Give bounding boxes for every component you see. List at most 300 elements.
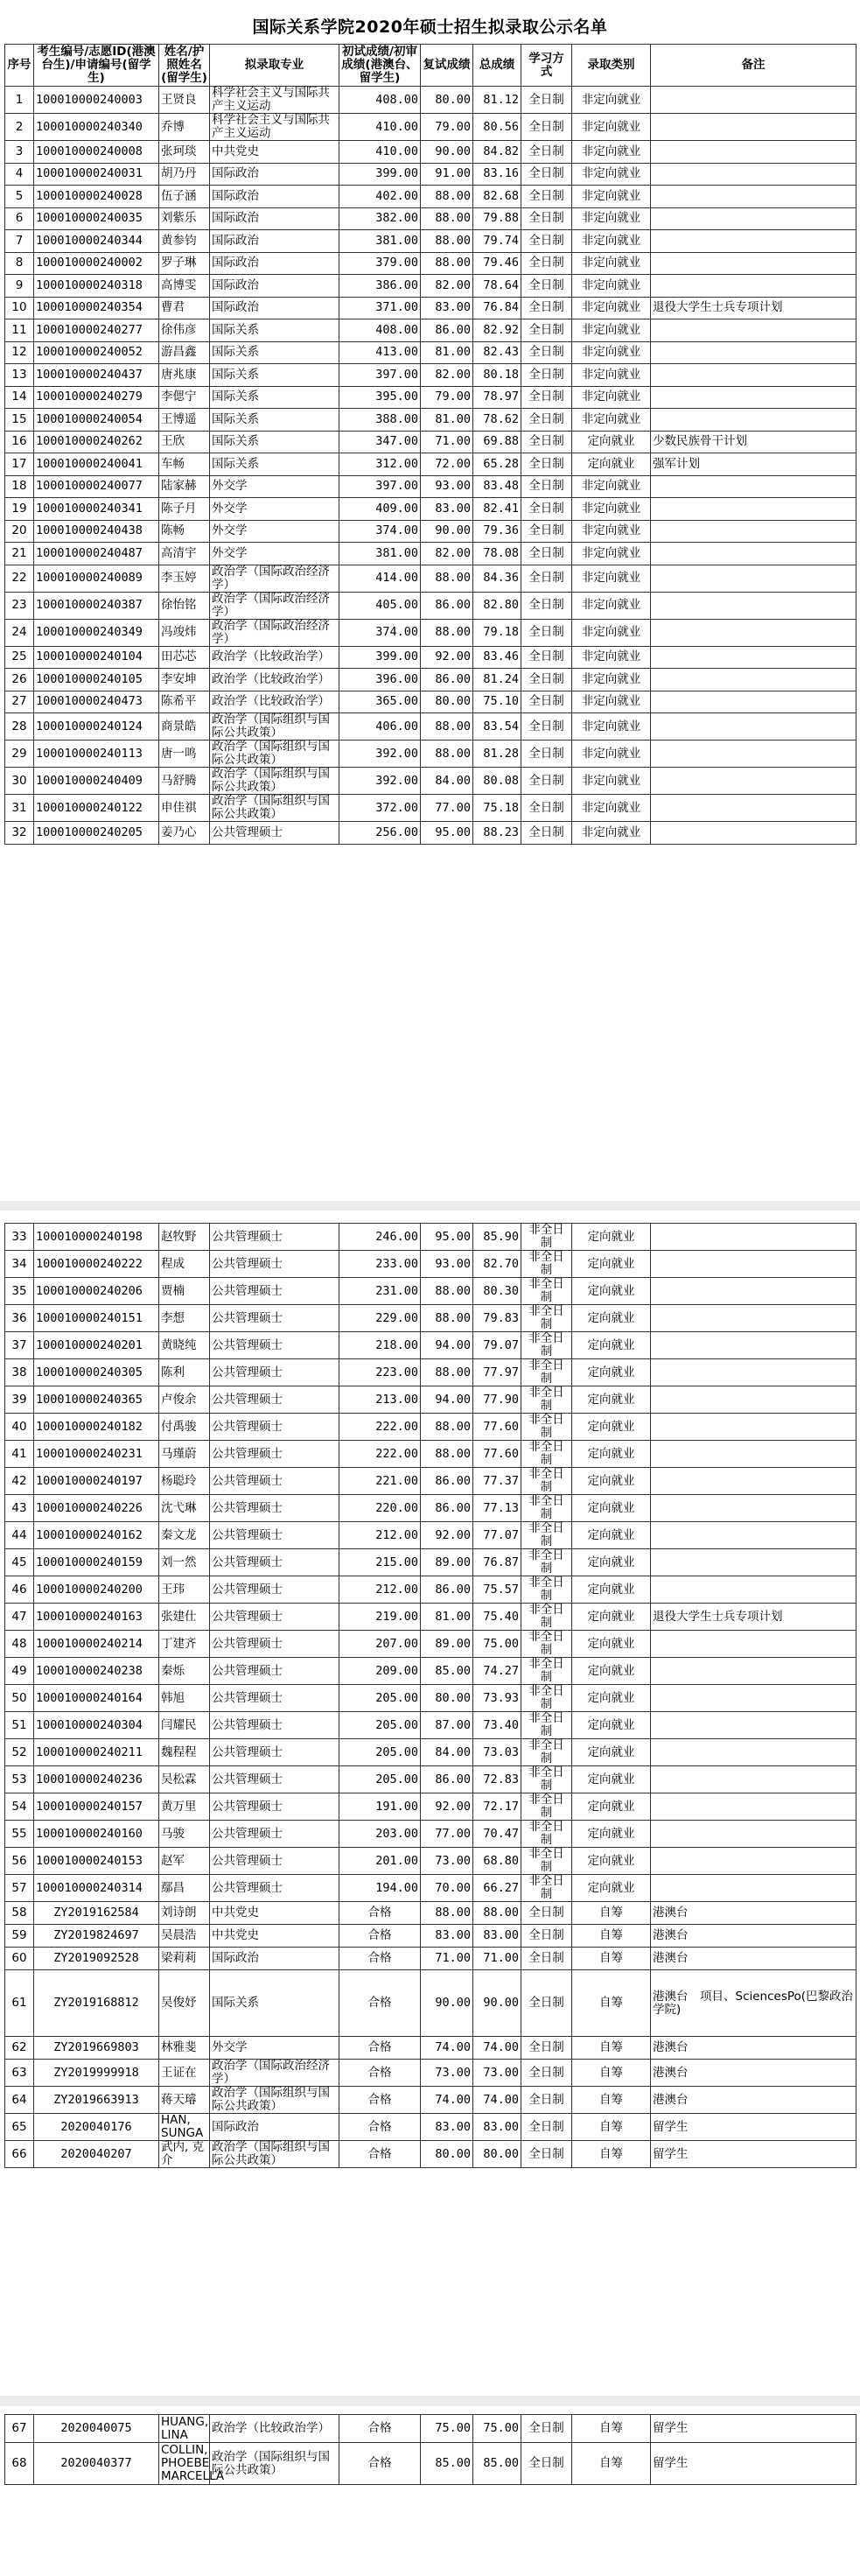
cell-major: 政治学（比较政治学）: [210, 691, 339, 713]
cell-retest-score: 87.00: [421, 1712, 473, 1739]
cell-study-mode: 全日制: [521, 2037, 572, 2060]
cell-initial-score: 205.00: [339, 1712, 421, 1739]
table-row: [5, 1604, 857, 1631]
cell-total-score: 74.00: [473, 2087, 521, 2114]
cell-seq: 8: [5, 252, 34, 275]
cell-name: 蒋天璿: [159, 2087, 210, 2114]
cell-seq: 51: [5, 1712, 34, 1739]
cell-major: 国际政治: [210, 230, 339, 253]
cell-name: 李想: [159, 1305, 210, 1332]
cell-candidate-id: 100010000240222: [34, 1251, 159, 1278]
cell-remark: [651, 1332, 857, 1359]
cell-name: 马舒腾: [159, 768, 210, 795]
cell-initial-score: 347.00: [339, 431, 421, 453]
cell-seq: 40: [5, 1414, 34, 1441]
cell-candidate-id: 100010000240205: [34, 822, 159, 845]
cell-retest-score: 86.00: [421, 319, 473, 342]
table-row: [5, 795, 857, 822]
cell-initial-score: 229.00: [339, 1305, 421, 1332]
header-seq: 序号: [5, 45, 34, 87]
cell-retest-score: 86.00: [421, 1766, 473, 1793]
table-row: [5, 431, 857, 453]
cell-candidate-id: 100010000240197: [34, 1468, 159, 1495]
cell-retest-score: 83.00: [421, 297, 473, 319]
cell-total-score: 66.27: [473, 1875, 521, 1902]
cell-initial-score: 191.00: [339, 1793, 421, 1821]
cell-major: 公共管理硕士: [210, 1739, 339, 1766]
cell-major: 公共管理硕士: [210, 1685, 339, 1712]
table-row: [5, 1739, 857, 1766]
table-row: [5, 1278, 857, 1305]
cell-study-mode: 非全日制: [521, 1631, 572, 1658]
cell-initial-score: 222.00: [339, 1414, 421, 1441]
cell-seq: 68: [5, 2443, 34, 2485]
cell-initial-score: 392.00: [339, 741, 421, 768]
cell-major: 国际政治: [210, 163, 339, 186]
cell-initial-score: 408.00: [339, 87, 421, 114]
cell-total-score: 82.43: [473, 341, 521, 364]
cell-initial-score: 386.00: [339, 275, 421, 298]
cell-name: 陈畅: [159, 520, 210, 543]
cell-initial-score: 371.00: [339, 297, 421, 319]
cell-total-score: 75.40: [473, 1604, 521, 1631]
table-row: [5, 1685, 857, 1712]
cell-total-score: 88.00: [473, 1902, 521, 1925]
cell-total-score: 70.47: [473, 1821, 521, 1848]
cell-seq: 22: [5, 565, 34, 592]
cell-seq: 24: [5, 619, 34, 646]
cell-major: 政治学（国际组织与国际公共政策）: [210, 795, 339, 822]
table-row: [5, 1766, 857, 1793]
cell-remark: [651, 543, 857, 565]
cell-candidate-id: 100010000240160: [34, 1821, 159, 1848]
cell-major: 国际关系: [210, 341, 339, 364]
cell-admission-type: 非定向就业: [572, 619, 651, 646]
cell-initial-score: 合格: [339, 2443, 421, 2485]
cell-total-score: 83.46: [473, 646, 521, 669]
cell-name: 唐兆康: [159, 364, 210, 387]
cell-major: 国际政治: [210, 297, 339, 319]
cell-candidate-id: 100010000240236: [34, 1766, 159, 1793]
cell-total-score: 79.74: [473, 230, 521, 253]
cell-study-mode: 全日制: [521, 431, 572, 453]
cell-retest-score: 84.00: [421, 768, 473, 795]
cell-study-mode: 全日制: [521, 565, 572, 592]
cell-total-score: 69.88: [473, 431, 521, 453]
cell-remark: [651, 741, 857, 768]
cell-name: 陆家赫: [159, 475, 210, 498]
cell-major: 公共管理硕士: [210, 822, 339, 845]
cell-total-score: 85.90: [473, 1224, 521, 1251]
cell-name: 游昌鑫: [159, 341, 210, 364]
cell-remark: 港澳台: [651, 1902, 857, 1925]
cell-candidate-id: 100010000240354: [34, 297, 159, 319]
table-row: [5, 1251, 857, 1278]
cell-total-score: 77.60: [473, 1414, 521, 1441]
cell-total-score: 74.00: [473, 2037, 521, 2060]
cell-initial-score: 223.00: [339, 1359, 421, 1386]
cell-remark: [651, 691, 857, 713]
cell-total-score: 71.00: [473, 1948, 521, 1970]
admission-table-part-2: [4, 1223, 857, 2168]
cell-remark: [651, 1631, 857, 1658]
cell-study-mode: 非全日制: [521, 1522, 572, 1549]
cell-total-score: 80.18: [473, 364, 521, 387]
cell-admission-type: 定向就业: [572, 1495, 651, 1522]
cell-initial-score: 合格: [339, 1948, 421, 1970]
cell-remark: [651, 1305, 857, 1332]
cell-seq: 15: [5, 409, 34, 432]
cell-major: 公共管理硕士: [210, 1631, 339, 1658]
cell-name: 曹君: [159, 297, 210, 319]
cell-initial-score: 合格: [339, 1902, 421, 1925]
cell-total-score: 73.40: [473, 1712, 521, 1739]
table-row: [5, 1631, 857, 1658]
cell-remark: [651, 669, 857, 691]
cell-study-mode: 全日制: [521, 275, 572, 298]
cell-retest-score: 92.00: [421, 1793, 473, 1821]
cell-study-mode: 全日制: [521, 475, 572, 498]
cell-remark: [651, 1576, 857, 1604]
cell-admission-type: 定向就业: [572, 1224, 651, 1251]
cell-candidate-id: 100010000240211: [34, 1739, 159, 1766]
cell-initial-score: 372.00: [339, 795, 421, 822]
table-row: [5, 87, 857, 114]
cell-name: 徐伟彦: [159, 319, 210, 342]
cell-remark: [651, 1522, 857, 1549]
cell-study-mode: 全日制: [521, 1948, 572, 1970]
cell-admission-type: 定向就业: [572, 1549, 651, 1576]
cell-remark: [651, 1793, 857, 1821]
cell-retest-score: 72.00: [421, 453, 473, 476]
cell-study-mode: 全日制: [521, 252, 572, 275]
cell-total-score: 80.08: [473, 768, 521, 795]
cell-study-mode: 全日制: [521, 364, 572, 387]
cell-major: 外交学: [210, 475, 339, 498]
cell-retest-score: 79.00: [421, 386, 473, 409]
cell-retest-score: 80.00: [421, 691, 473, 713]
cell-seq: 57: [5, 1875, 34, 1902]
cell-seq: 39: [5, 1386, 34, 1414]
cell-admission-type: 定向就业: [572, 1793, 651, 1821]
cell-initial-score: 396.00: [339, 669, 421, 691]
cell-total-score: 74.27: [473, 1658, 521, 1685]
cell-remark: [651, 646, 857, 669]
admission-table-part-3: [4, 2414, 857, 2485]
cell-name: 罗子琳: [159, 252, 210, 275]
cell-retest-score: 81.00: [421, 409, 473, 432]
cell-admission-type: 非定向就业: [572, 646, 651, 669]
cell-retest-score: 88.00: [421, 230, 473, 253]
cell-remark: [651, 1468, 857, 1495]
table-row: [5, 2415, 857, 2443]
cell-candidate-id: 100010000240162: [34, 1522, 159, 1549]
cell-name: 陈希平: [159, 691, 210, 713]
cell-major: 政治学（国际政治经济学）: [210, 2060, 339, 2087]
cell-major: 国际关系: [210, 409, 339, 432]
cell-admission-type: 定向就业: [572, 1631, 651, 1658]
cell-name: 陈利: [159, 1359, 210, 1386]
cell-remark: 少数民族骨干计划: [651, 431, 857, 453]
cell-initial-score: 222.00: [339, 1441, 421, 1468]
cell-candidate-id: ZY2019824697: [34, 1925, 159, 1948]
cell-study-mode: 全日制: [521, 1902, 572, 1925]
cell-candidate-id: 100010000240104: [34, 646, 159, 669]
cell-major: 国际政治: [210, 207, 339, 230]
cell-initial-score: 205.00: [339, 1685, 421, 1712]
cell-name: 李玉婷: [159, 565, 210, 592]
cell-name: 林雅斐: [159, 2037, 210, 2060]
cell-remark: [651, 619, 857, 646]
cell-total-score: 65.28: [473, 453, 521, 476]
cell-total-score: 85.00: [473, 2443, 521, 2485]
cell-study-mode: 全日制: [521, 822, 572, 845]
table-row: [5, 453, 857, 476]
cell-candidate-id: 100010000240349: [34, 619, 159, 646]
table-row: [5, 691, 857, 713]
cell-seq: 47: [5, 1604, 34, 1631]
cell-remark: [651, 1875, 857, 1902]
cell-name: 丁建齐: [159, 1631, 210, 1658]
cell-seq: 9: [5, 275, 34, 298]
cell-name: 胡乃丹: [159, 163, 210, 186]
cell-admission-type: 非定向就业: [572, 768, 651, 795]
cell-seq: 21: [5, 543, 34, 565]
cell-seq: 7: [5, 230, 34, 253]
cell-admission-type: 定向就业: [572, 431, 651, 453]
cell-retest-score: 88.00: [421, 1359, 473, 1386]
cell-initial-score: 215.00: [339, 1549, 421, 1576]
cell-initial-score: 合格: [339, 1925, 421, 1948]
header-total-score: 总成绩: [473, 45, 521, 87]
cell-total-score: 76.87: [473, 1549, 521, 1576]
cell-admission-type: 非定向就业: [572, 275, 651, 298]
cell-seq: 35: [5, 1278, 34, 1305]
cell-retest-score: 80.00: [421, 1685, 473, 1712]
cell-remark: [651, 364, 857, 387]
cell-major: 公共管理硕士: [210, 1441, 339, 1468]
table-row: [5, 475, 857, 498]
cell-admission-type: 非定向就业: [572, 669, 651, 691]
cell-initial-score: 399.00: [339, 163, 421, 186]
cell-name: 刘一然: [159, 1549, 210, 1576]
cell-remark: [651, 341, 857, 364]
cell-study-mode: 全日制: [521, 163, 572, 186]
cell-major: 外交学: [210, 2037, 339, 2060]
cell-total-score: 82.41: [473, 498, 521, 521]
cell-study-mode: 全日制: [521, 186, 572, 208]
cell-major: 中共党史: [210, 1925, 339, 1948]
cell-major: 中共党史: [210, 1902, 339, 1925]
cell-remark: [651, 409, 857, 432]
cell-seq: 13: [5, 364, 34, 387]
cell-initial-score: 212.00: [339, 1576, 421, 1604]
cell-candidate-id: 2020040377: [34, 2443, 159, 2485]
cell-admission-type: 自筹: [572, 2060, 651, 2087]
cell-name: 杨聪玲: [159, 1468, 210, 1495]
cell-major: 公共管理硕士: [210, 1468, 339, 1495]
cell-seq: 66: [5, 2141, 34, 2168]
cell-retest-score: 94.00: [421, 1386, 473, 1414]
cell-name: 马瑾蔚: [159, 1441, 210, 1468]
cell-name: 卢俊余: [159, 1386, 210, 1414]
cell-initial-score: 256.00: [339, 822, 421, 845]
cell-initial-score: 209.00: [339, 1658, 421, 1685]
cell-candidate-id: 100010000240226: [34, 1495, 159, 1522]
cell-major: 外交学: [210, 543, 339, 565]
cell-seq: 56: [5, 1848, 34, 1875]
cell-name: 李安坤: [159, 669, 210, 691]
cell-candidate-id: 100010000240231: [34, 1441, 159, 1468]
cell-admission-type: 非定向就业: [572, 319, 651, 342]
cell-major: 公共管理硕士: [210, 1414, 339, 1441]
cell-total-score: 73.93: [473, 1685, 521, 1712]
cell-name: 田芯芯: [159, 646, 210, 669]
cell-initial-score: 413.00: [339, 341, 421, 364]
cell-admission-type: 非定向就业: [572, 341, 651, 364]
cell-study-mode: 全日制: [521, 297, 572, 319]
cell-seq: 17: [5, 453, 34, 476]
table-row: [5, 1793, 857, 1821]
table-row: [5, 186, 857, 208]
cell-admission-type: 定向就业: [572, 1658, 651, 1685]
cell-candidate-id: ZY2019168812: [34, 1970, 159, 2037]
cell-retest-score: 85.00: [421, 1658, 473, 1685]
table-row: [5, 1902, 857, 1925]
cell-seq: 64: [5, 2087, 34, 2114]
cell-study-mode: 全日制: [521, 386, 572, 409]
table-row: [5, 1712, 857, 1739]
cell-admission-type: 自筹: [572, 1925, 651, 1948]
cell-major: 政治学（比较政治学）: [210, 646, 339, 669]
cell-remark: 留学生: [651, 2114, 857, 2141]
cell-retest-score: 74.00: [421, 2087, 473, 2114]
cell-study-mode: 全日制: [521, 319, 572, 342]
cell-major: 政治学（国际政治经济学）: [210, 565, 339, 592]
cell-seq: 30: [5, 768, 34, 795]
cell-major: 公共管理硕士: [210, 1332, 339, 1359]
table-row: [5, 409, 857, 432]
cell-name: 付禹骏: [159, 1414, 210, 1441]
cell-remark: 港澳台: [651, 2037, 857, 2060]
cell-major: 公共管理硕士: [210, 1251, 339, 1278]
cell-initial-score: 207.00: [339, 1631, 421, 1658]
cell-initial-score: 409.00: [339, 498, 421, 521]
cell-candidate-id: 100010000240365: [34, 1386, 159, 1414]
cell-major: 公共管理硕士: [210, 1821, 339, 1848]
cell-name: 黄参钧: [159, 230, 210, 253]
cell-candidate-id: 100010000240206: [34, 1278, 159, 1305]
cell-remark: [651, 795, 857, 822]
table-row: [5, 2114, 857, 2141]
cell-candidate-id: 100010000240473: [34, 691, 159, 713]
cell-retest-score: 80.00: [421, 87, 473, 114]
table-row: [5, 2060, 857, 2087]
cell-name: 武内, 克介: [159, 2141, 210, 2168]
cell-name: 王玮: [159, 1576, 210, 1604]
cell-remark: [651, 1848, 857, 1875]
cell-candidate-id: 100010000240341: [34, 498, 159, 521]
cell-total-score: 75.00: [473, 2415, 521, 2443]
table-row: [5, 141, 857, 164]
cell-name: 鄢昌: [159, 1875, 210, 1902]
cell-total-score: 79.36: [473, 520, 521, 543]
cell-candidate-id: 100010000240200: [34, 1576, 159, 1604]
cell-name: 刘紫乐: [159, 207, 210, 230]
cell-remark: 港澳台: [651, 2087, 857, 2114]
cell-study-mode: 非全日制: [521, 1305, 572, 1332]
cell-total-score: 80.30: [473, 1278, 521, 1305]
admission-table-part-1: [4, 44, 857, 845]
cell-major: 国际关系: [210, 431, 339, 453]
cell-seq: 63: [5, 2060, 34, 2087]
cell-retest-score: 81.00: [421, 341, 473, 364]
cell-total-score: 79.46: [473, 252, 521, 275]
cell-remark: [651, 386, 857, 409]
header-study-mode: 学习方式: [521, 45, 572, 87]
cell-name: 吴松霖: [159, 1766, 210, 1793]
cell-candidate-id: 100010000240262: [34, 431, 159, 453]
table-row: [5, 1495, 857, 1522]
table-row: [5, 822, 857, 845]
cell-remark: [651, 1278, 857, 1305]
cell-retest-score: 93.00: [421, 1251, 473, 1278]
cell-name: 张珂琰: [159, 141, 210, 164]
table-row: [5, 1386, 857, 1414]
cell-admission-type: 非定向就业: [572, 297, 651, 319]
cell-study-mode: 全日制: [521, 2114, 572, 2141]
cell-admission-type: 非定向就业: [572, 565, 651, 592]
cell-major: 国际政治: [210, 1948, 339, 1970]
table-row: [5, 1359, 857, 1386]
table-row: [5, 2141, 857, 2168]
cell-remark: [651, 1739, 857, 1766]
cell-major: 政治学（比较政治学）: [210, 2415, 339, 2443]
cell-seq: 42: [5, 1468, 34, 1495]
cell-admission-type: 定向就业: [572, 1821, 651, 1848]
table-row: [5, 1970, 857, 2037]
cell-retest-score: 82.00: [421, 364, 473, 387]
cell-study-mode: 非全日制: [521, 1739, 572, 1766]
cell-total-score: 82.92: [473, 319, 521, 342]
cell-initial-score: 合格: [339, 2114, 421, 2141]
cell-retest-score: 73.00: [421, 1848, 473, 1875]
cell-retest-score: 95.00: [421, 822, 473, 845]
cell-remark: [651, 768, 857, 795]
table-row: [5, 1441, 857, 1468]
cell-candidate-id: 100010000240409: [34, 768, 159, 795]
cell-retest-score: 90.00: [421, 520, 473, 543]
cell-admission-type: 非定向就业: [572, 543, 651, 565]
cell-seq: 26: [5, 669, 34, 691]
cell-name: 黄万里: [159, 1793, 210, 1821]
cell-study-mode: 非全日制: [521, 1875, 572, 1902]
cell-major: 国际关系: [210, 386, 339, 409]
cell-retest-score: 81.00: [421, 1604, 473, 1631]
cell-candidate-id: 100010000240122: [34, 795, 159, 822]
cell-study-mode: 非全日制: [521, 1766, 572, 1793]
cell-remark: [651, 141, 857, 164]
cell-remark: [651, 498, 857, 521]
cell-name: HUANG, LINA: [159, 2415, 210, 2443]
cell-name: 申佳祺: [159, 795, 210, 822]
table-row: [5, 275, 857, 298]
cell-initial-score: 406.00: [339, 713, 421, 741]
cell-admission-type: 定向就业: [572, 1251, 651, 1278]
cell-remark: [651, 186, 857, 208]
cell-seq: 60: [5, 1948, 34, 1970]
cell-total-score: 72.17: [473, 1793, 521, 1821]
